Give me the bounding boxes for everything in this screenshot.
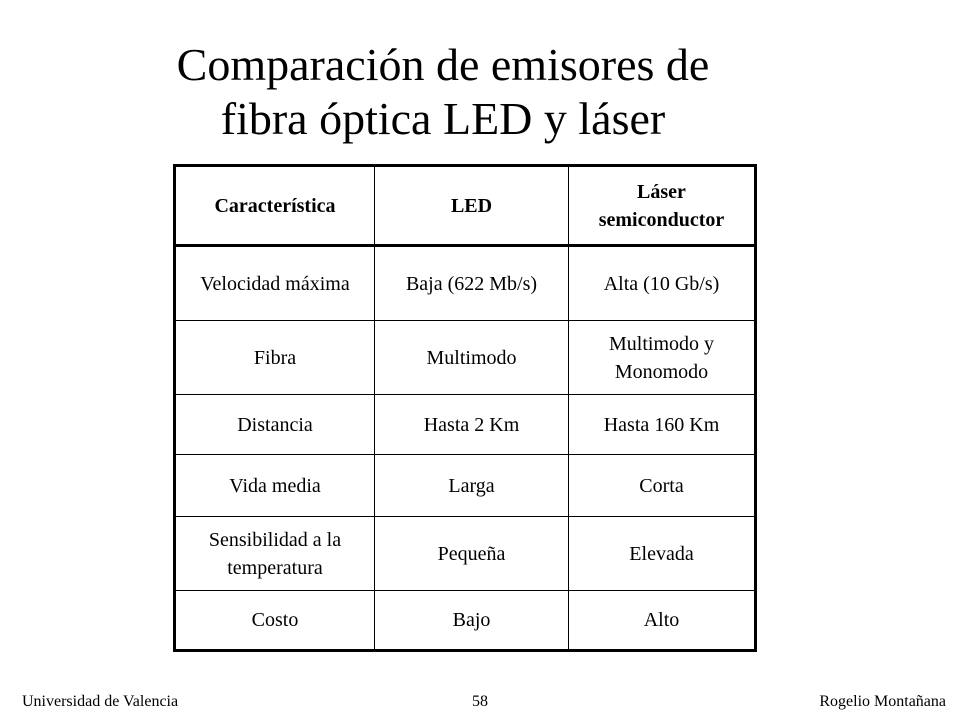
laser-value: Corta	[569, 455, 756, 517]
header-laser: Láser semiconductor	[569, 166, 756, 246]
table-header-row	[175, 166, 756, 246]
laser-value: Alto	[569, 591, 756, 651]
row-label: Sensibilidad a la temperatura	[175, 517, 375, 591]
led-value: Bajo	[375, 591, 569, 651]
header-led: LED	[375, 166, 569, 246]
laser-value: Elevada	[569, 517, 756, 591]
row-label: Distancia	[175, 395, 375, 455]
laser-value: Multimodo y Monomodo	[569, 321, 756, 395]
led-value: Larga	[375, 455, 569, 517]
table-row	[175, 517, 756, 591]
row-label: Vida media	[175, 455, 375, 517]
comparison-table	[173, 164, 757, 652]
header-characteristic: Característica	[175, 166, 375, 246]
laser-value: Hasta 160 Km	[569, 395, 756, 455]
led-value: Baja (622 Mb/s)	[375, 246, 569, 321]
table-row	[175, 395, 756, 455]
table-row	[175, 246, 756, 321]
title-line-2: fibra óptica LED y láser	[220, 93, 666, 144]
footer-author: Rogelio Montañana	[819, 693, 946, 710]
table-row	[175, 591, 756, 651]
footer-page-number: 58	[472, 693, 488, 710]
laser-value: Alta (10 Gb/s)	[569, 246, 756, 321]
row-label: Velocidad máxima	[175, 246, 375, 321]
led-value: Multimodo	[375, 321, 569, 395]
footer-institution: Universidad de Valencia	[22, 693, 179, 710]
row-label: Fibra	[175, 321, 375, 395]
title-line-1: Comparación de emisores de	[176, 39, 710, 90]
led-value: Hasta 2 Km	[375, 395, 569, 455]
table-row	[175, 321, 756, 395]
slide-title	[0, 38, 886, 146]
row-label: Costo	[175, 591, 375, 651]
table-row	[175, 455, 756, 517]
led-value: Pequeña	[375, 517, 569, 591]
